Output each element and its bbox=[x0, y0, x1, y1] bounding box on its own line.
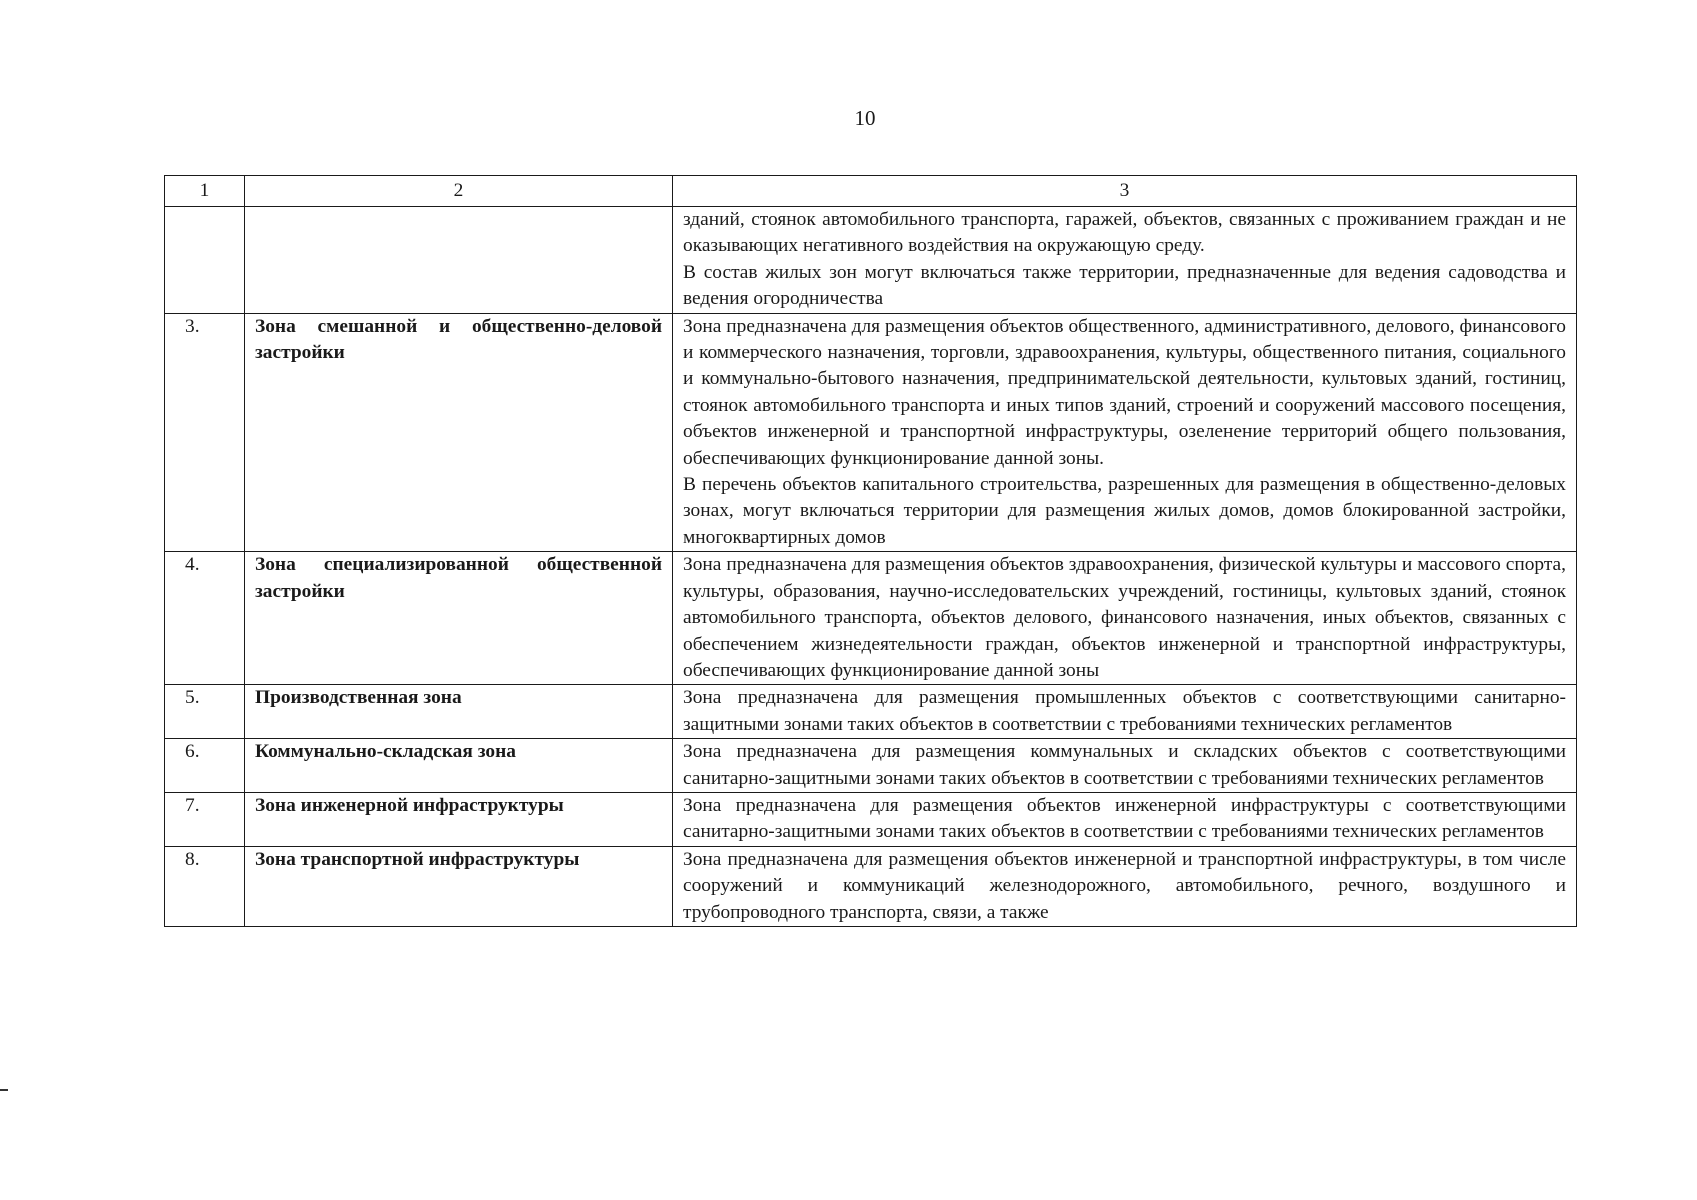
row-number: 5. bbox=[165, 685, 245, 739]
zone-name: Зона специализированной общественной застройки bbox=[245, 552, 673, 685]
zone-name: Зона инженерной инфраструктуры bbox=[245, 792, 673, 846]
table-row bbox=[165, 552, 1577, 685]
zone-name: Зона транспортной инфраструктуры bbox=[245, 846, 673, 926]
table-row bbox=[165, 846, 1577, 926]
zone-description bbox=[673, 846, 1577, 926]
zone-name: Производственная зона bbox=[245, 685, 673, 739]
description-paragraph: Зона предназначена для размещения коммунальных и складских объектов с соответствующими санитарно-защитными зонами таких объектов в соответствии с требованиями технических регламентов bbox=[683, 741, 1566, 789]
description-paragraph: Зона предназначена для размещения объектов инженерной инфраструктуры с соответствующими санитарно-защитными зонами таких объектов в соответствии с требованиями технических регламентов bbox=[683, 794, 1566, 843]
table-row bbox=[165, 739, 1577, 793]
table-row bbox=[165, 313, 1577, 552]
description-paragraph: Зона предназначена для размещения промышленных объектов с соответствующими санитарно-защитными зонами таких объектов в соответствии с требованиями технических регламентов bbox=[683, 687, 1566, 735]
description-paragraph: Зона предназначена для размещения объектов инженерной и транспортной инфраструктуры, в том числе сооружений и коммуникаций железнодорожного, автомобильного, речного, воздушного и трубопроводного транспорта, связи, а также bbox=[683, 848, 1566, 923]
table-row bbox=[165, 792, 1577, 846]
scan-edge-mark bbox=[0, 1089, 8, 1091]
row-number: 4. bbox=[165, 552, 245, 685]
row-number: 8. bbox=[165, 846, 245, 926]
zone-name bbox=[245, 207, 673, 314]
description-paragraph: В перечень объектов капитального строительства, разрешенных для размещения в общественно-деловых зонах, могут включаться территории для размещения жилых домов, домов блокированной застройки, многоквартирных домов bbox=[683, 474, 1566, 548]
row-number: 6. bbox=[165, 739, 245, 793]
zone-description bbox=[673, 792, 1577, 846]
row-number: 3. bbox=[165, 313, 245, 552]
table-header-row bbox=[165, 176, 1577, 207]
column-header-3: 3 bbox=[673, 176, 1577, 207]
table-row bbox=[165, 207, 1577, 314]
zone-description bbox=[673, 207, 1577, 314]
description-paragraph: Зона предназначена для размещения объектов общественного, административного, делового, финансового и коммерческого назначения, торговли, здравоохранения, культуры, общественного питания, социального и коммунально-бытового назначения, предпринимательской деятельности, культовых зданий, гостиниц, стоянок автомобильного транспорта и иных типов зданий, строений и сооружений массового посещения, объектов инженерной и транспортной инфраструктуры, озеленение территорий общего пользования, обеспечивающих функционирование данной зоны. bbox=[683, 315, 1566, 469]
column-header-2: 2 bbox=[245, 176, 673, 207]
zones-table bbox=[164, 175, 1577, 927]
zone-description bbox=[673, 313, 1577, 552]
zone-description bbox=[673, 685, 1577, 739]
description-paragraph: В состав жилых зон могут включаться также территории, предназначенные для ведения садоводства и ведения огородничества bbox=[683, 261, 1566, 310]
row-number bbox=[165, 207, 245, 314]
zone-description bbox=[673, 552, 1577, 685]
zone-name: Коммунально-складская зона bbox=[245, 739, 673, 793]
description-paragraph: Зона предназначена для размещения объектов здравоохранения, физической культуры и массового спорта, культуры, образования, научно-исследовательских учреждений, гостиницы, культовых зданий, стоянок автомобильного транспорта, объектов делового, финансового назначения, иных объектов, связанных с обеспечением жизнедеятельности граждан, объектов инженерной и транспортной инфраструктуры, обеспечивающих функционирование данной зоны bbox=[683, 554, 1566, 681]
page-number: 10 bbox=[854, 106, 876, 130]
zone-name: Зона смешанной и общественно-деловой застройки bbox=[245, 313, 673, 552]
column-header-1: 1 bbox=[165, 176, 245, 207]
description-paragraph: зданий, стоянок автомобильного транспорта, гаражей, объектов, связанных с проживанием граждан и не оказывающих негативного воздействия на окружающую среду. bbox=[683, 209, 1566, 257]
row-number: 7. bbox=[165, 792, 245, 846]
zone-description bbox=[673, 739, 1577, 793]
table-row bbox=[165, 685, 1577, 739]
